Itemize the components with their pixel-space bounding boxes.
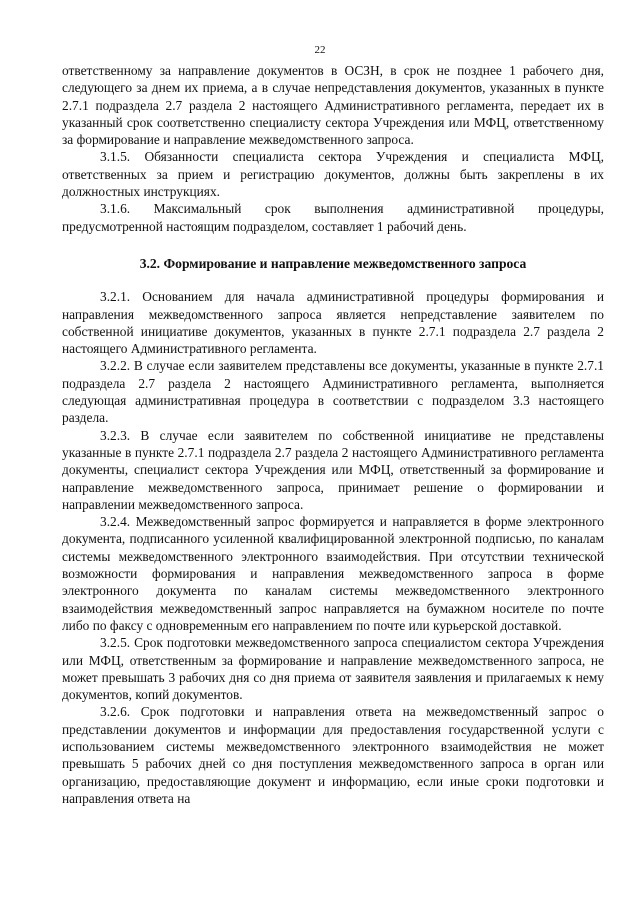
paragraph-3-2-1: 3.2.1. Основанием для начала административной процедуры формирования и направления межведомственного запроса является непредставление заявителем по собственной инициативе документов, указанных в пункте 2.7.1 подраздела 2.7 раздела 2 настоящего Административного регламента. bbox=[62, 289, 604, 357]
paragraph-3-2-5: 3.2.5. Срок подготовки межведомственного запроса специалистом сектора Учреждения или МФЦ, ответственным за формирование и направление межведомственного запроса, не может превышать 3 рабочих дня со дня приема от заявителя заявления и прилагаемых к нему документов, копий документов. bbox=[62, 635, 604, 703]
paragraph-3-2-2: 3.2.2. В случае если заявителем представлены все документы, указанные в пункте 2.7.1 подраздела 2.7 раздела 2 настоящего Административного регламента, выполняется следующая административная процедура в соответствии с подразделом 3.3 настоящего раздела. bbox=[62, 358, 604, 426]
section-heading-3-2: 3.2. Формирование и направление межведомственного запроса bbox=[139, 255, 527, 271]
page-number: 22 bbox=[314, 44, 326, 56]
paragraph-continuation: ответственному за направление документов в ОСЗН, в срок не позднее 1 рабочего дня, следующего за днем их приема, а в случае непредставления документов, указанных в пункте 2.7.1 подраздела 2.7 раздела 2 настоящего Административного регламента, передает их в указанный срок соответственно специалисту сектора Учреждения или МФЦ, ответственному за формирование и направление межведомственного запроса. bbox=[62, 63, 604, 148]
paragraph-3-2-6: 3.2.6. Срок подготовки и направления ответа на межведомственный запрос о представлении документов и информации для предоставления государственной услуги с использованием системы межведомственного электронного взаимодействия не может превышать 5 рабочих дней со дня поступления межведомственного запроса в орган или организацию, предоставляющие документ и информацию, если иные сроки подготовки и направления ответа на bbox=[62, 704, 604, 806]
paragraph-3-1-5: 3.1.5. Обязанности специалиста сектора Учреждения и специалиста МФЦ, ответственных за прием и регистрацию документов, должны быть закреплены в их должностных инструкциях. bbox=[62, 149, 604, 200]
paragraph-3-1-6: 3.1.6. Максимальный срок выполнения административной процедуры, предусмотренной настоящим подразделом, составляет 1 рабочий день. bbox=[62, 201, 604, 234]
document-body bbox=[62, 62, 604, 807]
paragraph-3-2-3: 3.2.3. В случае если заявителем по собственной инициативе не представлены указанные в пункте 2.7.1 подраздела 2.7 раздела 2 настоящего Административного регламента документы, специалист сектора Учреждения или МФЦ, ответственный за формирование и направление межведомственного запроса, принимает решение о формировании и направлении межведомственного запроса. bbox=[62, 427, 604, 512]
paragraph-3-2-4: 3.2.4. Межведомственный запрос формируется и направляется в форме электронного документа, подписанного усиленной квалифицированной электронной подписью, по каналам системы межведомственного электронного взаимодействия. При отсутствии технической возможности формирования и направления межведомственного запроса в форме электронного документа по каналам системы межведомственного электронного взаимодействия межведомственный запрос направляется на бумажном носителе по почте либо по факсу с одновременным его направлением по почте или курьерской доставкой. bbox=[62, 514, 604, 633]
